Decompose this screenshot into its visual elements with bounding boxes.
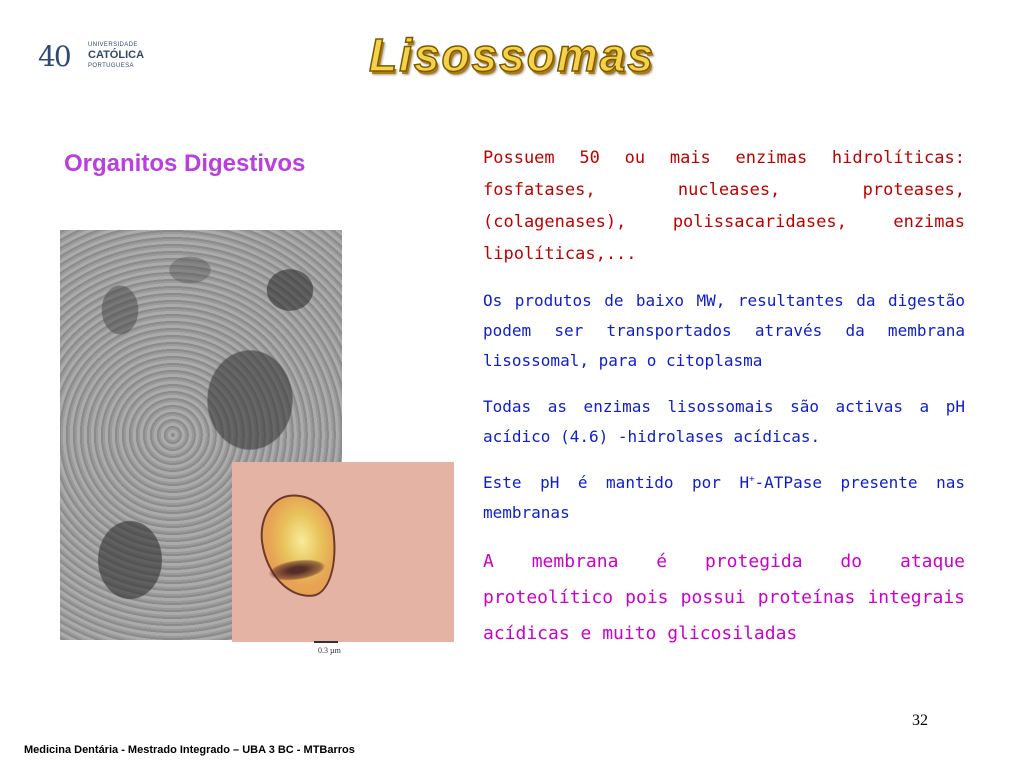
scale-bar (314, 641, 338, 643)
paragraph-membrane-protection: A membrana é protegida do ataque proteolítico pois possui proteínas integrais acídicas e muito glicosiladas (483, 551, 965, 644)
text-column (483, 142, 965, 668)
paragraph-acidic-ph: Todas as enzimas lisossomais são activas a pH acídico (4.6) -hidrolases acídicas. (483, 397, 965, 446)
page-number: 32 (912, 712, 928, 729)
logo-line-2: CATÓLICA (88, 49, 145, 61)
logo-number: 40 (38, 40, 70, 73)
atpase-text-before: Este pH é mantido por H (483, 473, 750, 492)
logo-line-3: PORTUGUESA (88, 63, 134, 69)
scale-label: 0.3 µm (318, 646, 341, 655)
slide-subtitle: Organitos Digestivos (64, 150, 306, 177)
paragraph-atpase (483, 468, 965, 528)
atpase-superscript: + (749, 474, 755, 485)
slide-title: Lisossomas (369, 29, 655, 81)
atpase-text-after: -ATPase presente nas membranas (483, 473, 966, 522)
paragraph-transport: Os produtos de baixo MW, resultantes da digestão podem ser transportados através da membrana lisossomal, para o citoplasma (483, 291, 965, 370)
logo-line-1: UNIVERSIDADE (88, 42, 138, 48)
paragraph-enzymes: Possuem 50 ou mais enzimas hidrolíticas: fosfatases, nucleases, proteases, (colagenases), polissacaridases, enzimas lipolíticas,... (483, 148, 965, 264)
footer-text: Medicina Dentária - Mestrado Integrado – UBA 3 BC - MTBarros (24, 744, 355, 756)
